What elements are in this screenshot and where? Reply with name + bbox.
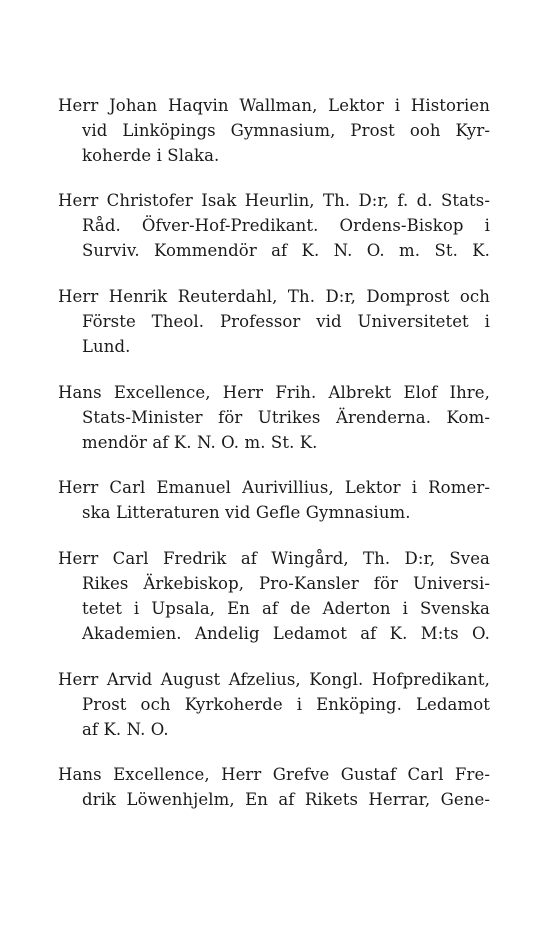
entry-wallman — [58, 93, 490, 168]
entry-line: Herr Henrik Reuterdahl, Th. D:r, Domprost och — [58, 287, 490, 306]
entry-line: mendör af K. N. O. m. St. K. — [82, 433, 318, 452]
entry-line: Herr Johan Haqvin Wallman, Lektor i Historien — [58, 96, 490, 115]
entry-line: Surviv. Kommendör af K. N. O. m. St. K. — [82, 241, 490, 260]
entry-heurlin — [58, 188, 490, 263]
entry-line: Herr Arvid August Afzelius, Kongl. Hofpredikant, — [58, 670, 490, 689]
entry-line: af K. N. O. — [82, 720, 169, 739]
entry-line: Herr Carl Emanuel Aurivillius, Lektor i Romer- — [58, 478, 490, 497]
entry-line: Prost och Kyrkoherde i Enköping. Ledamot — [82, 695, 490, 714]
entry-line: Hans Excellence, Herr Frih. Albrekt Elof Ihre, — [58, 383, 490, 402]
entry-line: vid Linköpings Gymnasium, Prost ooh Kyr- — [82, 121, 490, 140]
entry-line: ska Litteraturen vid Gefle Gymnasium. — [82, 503, 411, 522]
entry-line: Förste Theol. Professor vid Universitetet i — [82, 312, 490, 331]
entry-line: tetet i Upsala, En af de Aderton i Svenska — [82, 599, 490, 618]
entry-line: Akademien. Andelig Ledamot af K. M:ts O. — [82, 624, 490, 643]
entry-line: Råd. Öfver-Hof-Predikant. Ordens-Biskop i — [82, 216, 490, 235]
entry-lowenhjelm — [58, 762, 490, 812]
entry-line: Herr Christofer Isak Heurlin, Th. D:r, f. d. Stats- — [58, 191, 490, 210]
entry-line: Stats-Minister för Utrikes Ärenderna. Kom- — [82, 408, 490, 427]
entry-line: koherde i Slaka. — [82, 146, 220, 165]
entry-line: drik Löwenhjelm, En af Rikets Herrar, Gene- — [82, 790, 490, 809]
entry-line: Hans Excellence, Herr Grefve Gustaf Carl Fre- — [58, 765, 490, 784]
entry-line: Lund. — [82, 337, 131, 356]
entry-reuterdahl — [58, 284, 490, 359]
entry-afzelius — [58, 667, 490, 742]
entry-aurivillius — [58, 475, 490, 525]
entry-wingard — [58, 546, 490, 646]
entry-line: Rikes Ärkebiskop, Pro-Kansler för Universi- — [82, 574, 490, 593]
entry-ihre — [58, 380, 490, 455]
entry-line: Herr Carl Fredrik af Wingård, Th. D:r, Svea — [58, 549, 490, 568]
